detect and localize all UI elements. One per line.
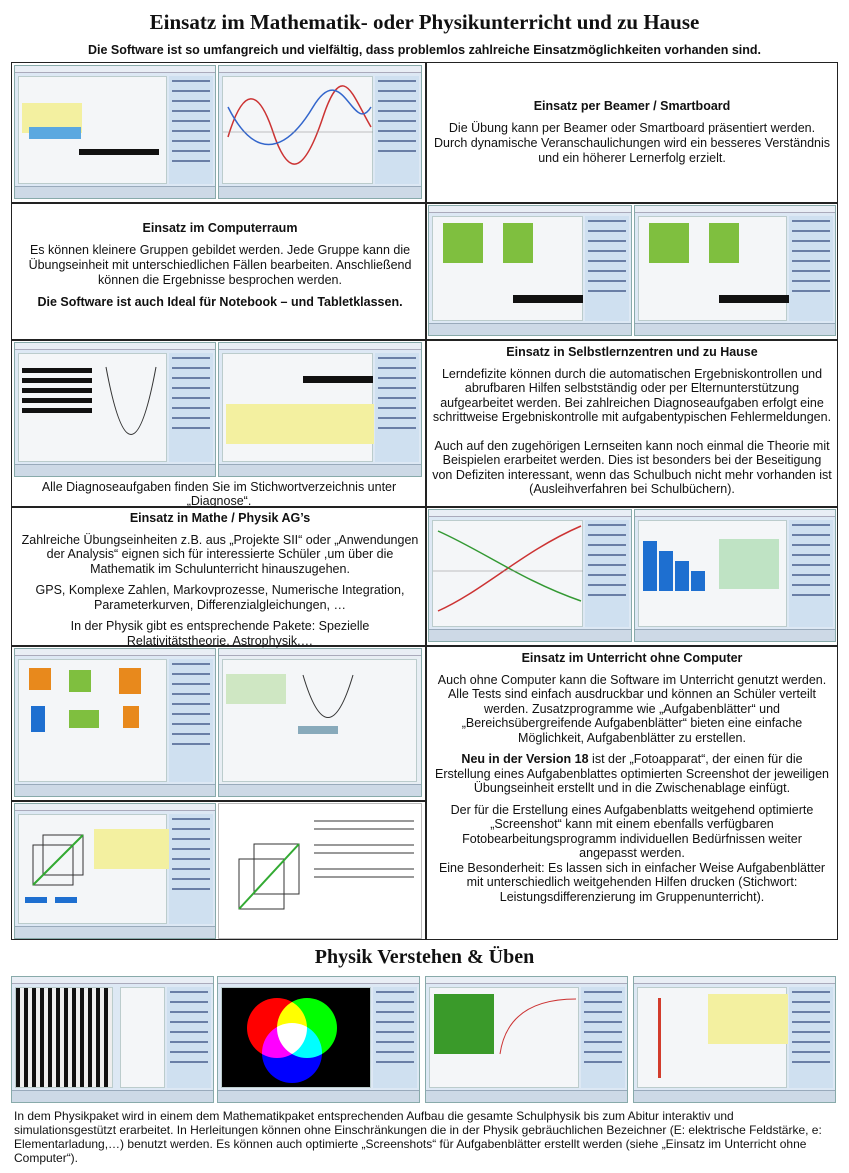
selbstlern-text-1: Lerndefizite können durch die automatischen Ergebniskontrollen und abrufbaren Hilfen selbstständig oder per Elternunterstützung aufgearbeitet werden. Bei zahlreichen Diagnoseaufgaben erfolgt eine schrittweise Ergebniskontrolle mit aufgabentypischen Fehlermeldungen. (432, 366, 832, 424)
screenshot-thumbnail (11, 976, 214, 1103)
feature-grid (11, 62, 838, 940)
ohne-computer-neu-text: ist der „Fotoapparat“, der einen für die Erstellung eines Aufgabenblattes optimierten Screenshot der jeweiligen Übungseinheit erstellt und in die Zwischenablage einfügt. (435, 752, 829, 795)
ohne-computer-text-4: Eine Besonderheit: Es lassen sich in einfacher Weise Aufgabenblätter mit unterschiedlich weitgehenden Hilfen drucken (Stichwort: Leistungsdifferenzierung im Gruppenunterricht). (438, 860, 826, 904)
ohne-computer-neu-bold: Neu in der Version 18 (461, 752, 589, 766)
ohne-computer-section (432, 651, 832, 911)
ohne-computer-text-2: Alle Tests sind einfach ausdruckbar und können an Schüler verteilt werden. Zusatzprogramme wie „Aufgabenblätter“ und „Bereichsübergreifende Aufgabenblätter“ bieten eine einfache Möglichkeit, Aufgabenblätter zu erstellen. (447, 687, 817, 745)
ag-text-3: In der Physik gibt es entsprechende Pakete: Spezielle Relativitätstheorie, Astrophysik,… (70, 619, 370, 648)
screenshot-thumbnail (428, 509, 632, 642)
computerraum-text: Es können kleinere Gruppen gebildet werden. Jede Gruppe kann die Übungseinheit mit unterschiedlichen Fällen bearbeiten. Anschließend können die Ergebnisse besprochen werden. (28, 243, 412, 287)
computerraum-section (22, 221, 418, 317)
screenshot-thumbnail (634, 205, 836, 336)
screenshot-thumbnail (218, 65, 422, 199)
grid-divider (12, 800, 426, 802)
ohne-computer-text-3: Der für die Erstellung eines Aufgabenblatts weitgehend optimierte „Screenshot“ kann mit einem ebenfalls verfügbaren Fotobearbeitungsprogramm individuellen Bedürfnissen weiter angepasst werden. (450, 802, 814, 860)
ag-text-2: GPS, Komplexe Zahlen, Markovprozesse, Numerische Integration, Parameterkurven, Differenzialgleichungen, … (35, 583, 405, 612)
screenshot-thumbnail (634, 509, 836, 642)
screenshot-thumbnail (218, 342, 422, 477)
screenshot-thumbnail (425, 976, 628, 1103)
ag-text-1: Zahlreiche Übungseinheiten z.B. aus „Projekte SII“ oder „Anwendungen der Analysis“ eignen sich für interessierte Schüler ,um über die Mathematik im Schulunterricht hinauszugehen. (21, 532, 419, 576)
grid-divider (12, 339, 837, 341)
physics-title: Physik Verstehen & Üben (314, 946, 535, 968)
beamer-text: Die Übung kann per Beamer oder Smartboard präsentiert werden. Durch dynamische Veranschaulichungen wird ein besseres Verständnis und ein höherer Lernerfolg erzielt. (433, 121, 831, 165)
ohne-computer-text-1: Auch ohne Computer kann die Software im Unterricht genutzt werden. (437, 672, 827, 687)
selbstlern-section (432, 345, 832, 504)
ag-section (20, 511, 420, 655)
screenshot-thumbnail (217, 976, 420, 1103)
diagnose-section (18, 480, 420, 515)
physics-footer-text: In dem Physikpaket wird in einem dem Mathematikpaket entsprechenden Aufbau die gesamte Schulphysik bis zum Abitur interaktiv und simulationsgestützt erarbeitet. In Herleitungen können ohne Einschränkungen die in der Physik gebräuchlichen Bezeichner (E: elektrische Feldstärke, e: Elementarladung,…) benutzt werden. Es können auch optimierte „Screenshots“ für Aufgabenblätter erstellt werden (siehe „Einsatz im Unterricht ohne Computer“). (14, 1109, 822, 1165)
screenshot-thumbnail (14, 648, 216, 797)
ag-heading: Einsatz in Mathe / Physik AG’s (129, 511, 311, 525)
computerraum-bold: Die Software ist auch Ideal für Notebook – und Tabletklassen. (37, 295, 403, 309)
selbstlern-text-2: Auch auf den zugehörigen Lernseiten kann noch einmal die Theorie mit Beispielen erarbeitet werden. Dies ist besonders bei der Beseitigung von Defiziten interessant, wenn das Schulbuch nicht mehr vorhanden ist (Ausleihverfahren bei Schulbüchern). (432, 438, 832, 496)
selbstlern-heading: Einsatz in Selbstlernzentren und zu Hause (506, 345, 758, 359)
screenshot-thumbnail (14, 65, 216, 199)
grid-divider-vertical (425, 63, 427, 939)
screenshot-thumbnail (428, 205, 632, 336)
screenshot-thumbnail (218, 648, 422, 797)
screenshot-thumbnail (14, 803, 216, 939)
grid-divider (12, 202, 837, 204)
beamer-heading: Einsatz per Beamer / Smartboard (533, 99, 731, 113)
ohne-computer-neu (432, 752, 832, 796)
computerraum-heading: Einsatz im Computerraum (142, 221, 298, 235)
diagnose-text: Alle Diagnoseaufgaben finden Sie im Stichwortverzeichnis unter „Diagnose“. (41, 480, 397, 508)
page-title: Einsatz im Mathematik- oder Physikunterricht und zu Hause (149, 10, 700, 34)
screenshot-thumbnail (218, 803, 422, 939)
ohne-computer-heading: Einsatz im Unterricht ohne Computer (521, 651, 743, 665)
beamer-section (432, 99, 832, 173)
screenshot-thumbnail (14, 342, 216, 477)
page-subtitle: Die Software ist so umfangreich und vielfältig, dass problemlos zahlreiche Einsatzmöglichkeiten vorhanden sind. (87, 43, 762, 57)
screenshot-thumbnail (633, 976, 836, 1103)
